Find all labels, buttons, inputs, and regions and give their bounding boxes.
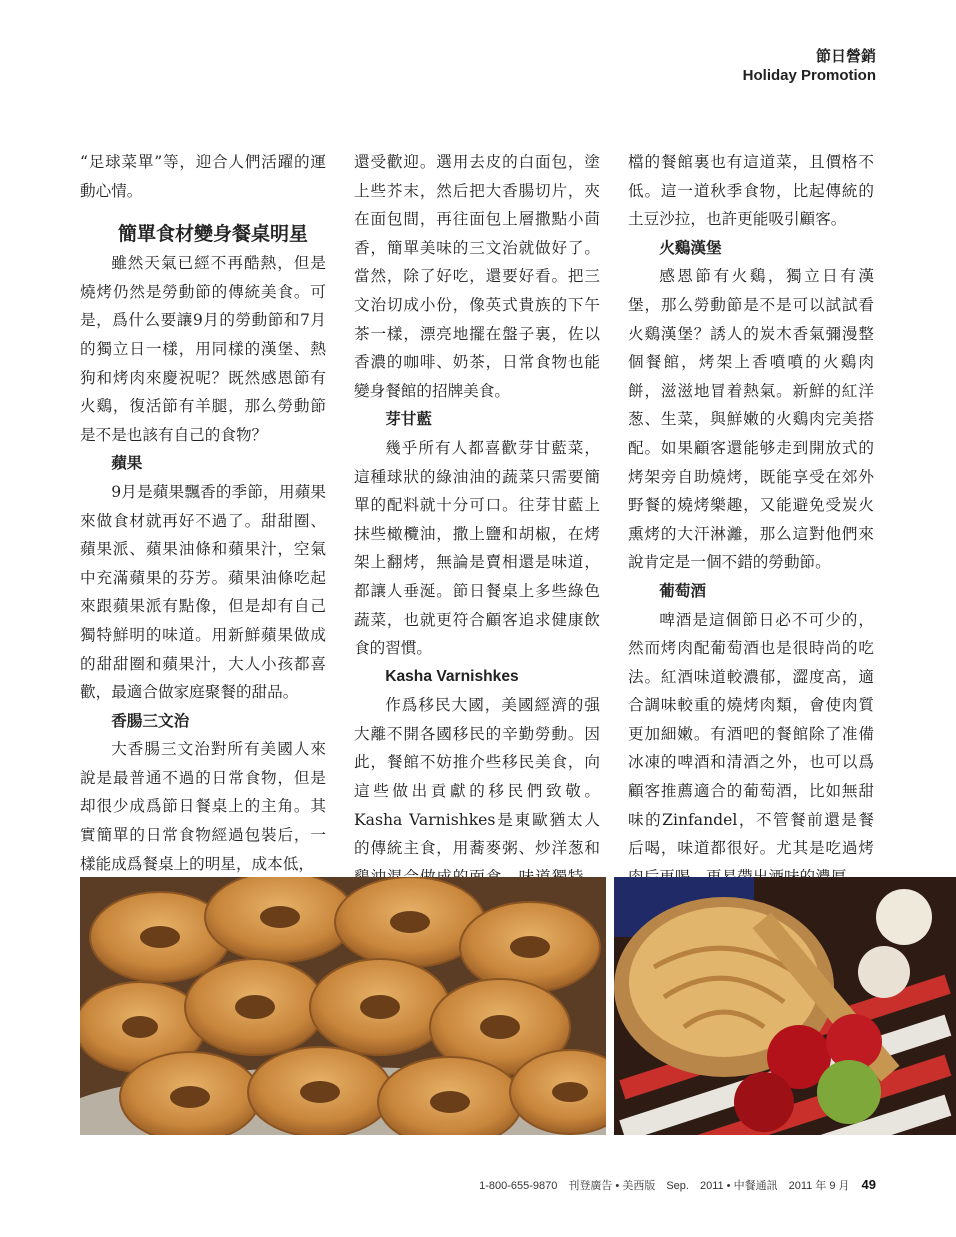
section-title-en: Holiday Promotion xyxy=(742,67,876,84)
column-2 xyxy=(354,148,600,920)
footer-text: 1-800-655-9870 刊登廣告 • 美西版 Sep. 2011 • 中餐通訊 2011 年 9 月 xyxy=(479,1180,850,1192)
paragraph: 檔的餐館裏也有這道菜，且價格不低。這一道秋季食物，比起傳統的土豆沙拉，也許更能吸引顧客。 xyxy=(628,153,874,229)
page-number: 49 xyxy=(861,1177,876,1192)
paragraph: 作爲移民大國，美國經濟的强大離不開各國移民的辛勤勞動。因此，餐館不妨推介些移民美食，向這些做出貢獻的移民們致敬。Kasha Varnishkes是東歐猶太人的傳統主食，用蕎麥粥、炒洋葱和 xyxy=(354,696,600,858)
page-footer xyxy=(479,1177,876,1193)
subheading-sausage: 香腸三文治 xyxy=(111,710,190,730)
paragraph: 9月是蘋果飄香的季節，用蘋果來做食材就再好不過了。甜甜圈、蘋果派、蘋果油條和蘋果汁，空氣中充滿蘋果的芬芳。蘋果油條吃起來跟蘋果派有點像，但是却有自己獨特鮮明的味道。用新鮮蘋果做成的甜甜圈和蘋果汁，大人小孩都喜歡，最適合做家庭聚餐的甜品。 xyxy=(80,482,326,702)
subheading-brussels: 芽甘藍 xyxy=(385,409,432,429)
paragraph: 啤酒是這個節日必不可少的，然而烤肉配葡萄酒也是很時尚的吃法。紅酒味道較濃郁，澀度高，適合調味較重的燒烤肉類，會使肉質更加細嫩。有酒吧的餐館除了准備冰凍的啤酒和清酒之外，也可以爲顧客推薦適合的葡萄酒，比如無甜味的Zinfandel，不管餐前還是餐后喝，味道都很好。尤其是吃過烤 xyxy=(628,610,874,858)
paragraph: 大香腸三文治對所有美國人來說是最普通不過的日常食物，但是却很少成爲節日餐桌上的主角。其實簡單的日常食物經過包裝后，一樣能成爲餐桌上的明星，成本低， xyxy=(80,740,326,873)
paragraph: 幾乎所有人都喜歡芽甘藍菜，這種球狀的綠油油的蔬菜只需要簡單的配料就十分可口。往芽甘藍上抹些橄欖油，撒上鹽和胡椒，在烤架上翻烤，無論是賣相還是味道，都讓人垂涎。節日餐桌上多些綠色蔬菜，也就更符合顧客追求健康飲食的習慣。 xyxy=(354,438,600,658)
column-3 xyxy=(628,148,874,891)
section-title-zh: 節日營銷 xyxy=(815,47,876,65)
subheading-turkey: 火鷄漢堡 xyxy=(659,237,722,257)
section-header xyxy=(743,46,876,86)
donuts-photo xyxy=(80,877,606,1135)
apple-pie-photo xyxy=(614,877,956,1135)
paragraph: “足球菜單”等，迎合人們活躍的運動心情。 xyxy=(80,153,326,200)
paragraph: 雖然天氣已經不再酷熱，但是燒烤仍然是勞動節的傳統美食。可是，爲什么要讓9月的勞動節和7月的獨立日一樣，用同樣的漢堡、熱狗和烤肉來慶祝呢？既然感恩節有火鷄，復活節有羊腿，那么勞動節是不是也該有自己的食物？ xyxy=(80,254,326,444)
subheading-apple: 蘋果 xyxy=(111,453,143,473)
apple-pie-image xyxy=(614,877,956,1135)
paragraph: 還受歡迎。選用去皮的白面包，塗上些芥末，然后把大香腸切片，夾在面包間，再往面包上層撒點小茴香，簡單美味的三文治就做好了。當然，除了好吃，還要好看。把三文治切成小份，像英式貴族的下午茶一樣，漂亮地擺在盤子裏，佐以香濃的咖啡、奶茶，日常食物也能變身餐館的招牌美食。 xyxy=(354,153,600,400)
subheading-wine: 葡萄酒 xyxy=(659,580,706,600)
donuts-image xyxy=(80,877,606,1135)
section-heading: 簡單食材變身餐桌明星 xyxy=(118,223,309,246)
subheading-kasha: Kasha Varnishkes xyxy=(385,667,519,685)
paragraph: 感恩節有火鷄，獨立日有漢堡，那么勞動節是不是可以試試看火鷄漢堡？誘人的炭木香氣彌漫整個餐館，烤架上香噴噴的火鷄肉餅，滋滋地冒着熱氣。新鮮的紅洋葱、生菜，與鮮嫩的火鷄肉完美搭配。如果顧客還能够走到開放式的烤架旁自助燒烤，既能享受在郊外野餐的燒烤樂趣，又能避免受炭火熏烤的大汗淋灕，那么這對他們來說肯定是一個不錯的勞動節。 xyxy=(628,267,874,572)
column-1 xyxy=(80,148,326,878)
